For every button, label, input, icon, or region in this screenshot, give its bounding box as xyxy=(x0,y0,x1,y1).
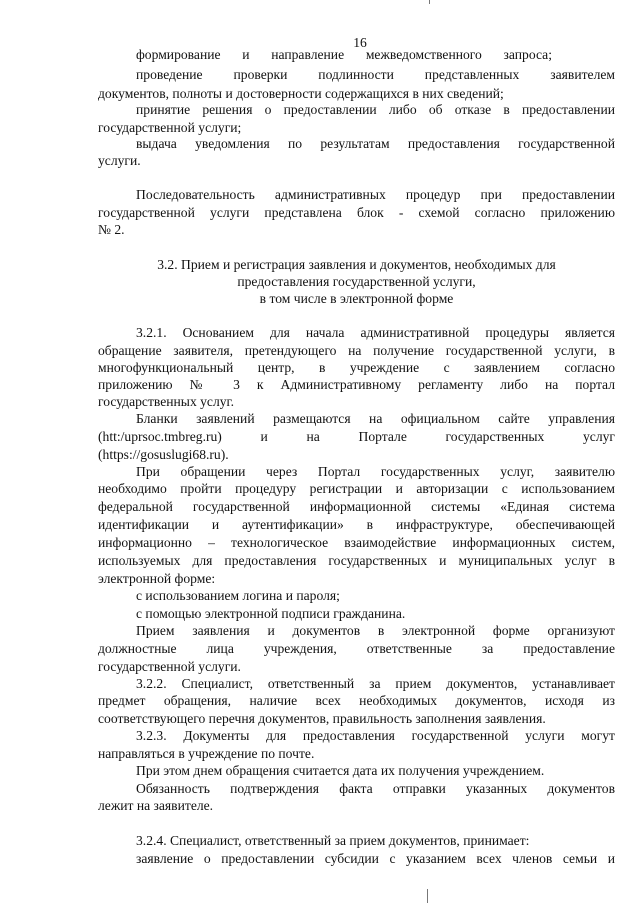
text-line: многофункциональный центр, в учреждение с заявлением согласно xyxy=(98,360,615,375)
text-line: Бланки заявлений размещаются на официальном сайте управления xyxy=(136,411,615,426)
text-line: государственных услуг. xyxy=(98,394,234,409)
section-heading: предоставления государственной услуги, xyxy=(237,274,476,289)
text-line: 3.2.4. Специалист, ответственный за прием документов, принимает: xyxy=(136,833,530,848)
text-line: Последовательность административных процедур при предоставлении xyxy=(136,187,615,202)
text-line: государственной услуги; xyxy=(98,120,242,135)
text-line: документов, полноты и достоверности содержащихся в них сведений; xyxy=(98,86,504,101)
text-line: При обращении через Портал государственных услуг, заявителю xyxy=(136,464,615,479)
text-line: используемых для предоставления государственных и муниципальных услуг в xyxy=(98,553,615,568)
text-line: (htt:/uprsoc.tmbreg.ru) и на Портале государственных услуг xyxy=(98,429,615,444)
text-line: При этом днем обращения считается дата их получения учреждением. xyxy=(136,763,545,778)
text-line: электронной форме: xyxy=(98,571,216,586)
text-line: с помощью электронной подписи гражданина. xyxy=(136,606,406,621)
text-line: выдача уведомления по результатам предоставления государственной xyxy=(136,136,615,151)
text-line: соответствующего перечня документов, правильность заполнения заявления. xyxy=(98,711,546,726)
text-line: лежит на заявителе. xyxy=(98,798,214,813)
text-line: государственной услуги представлена блок - схемой согласно приложению xyxy=(98,205,615,220)
text-line: 3.2.1. Основанием для начала административной процедуры является xyxy=(136,325,615,340)
text-line: направляться в учреждение по почте. xyxy=(98,746,315,761)
page-number: 16 xyxy=(353,35,367,50)
text-line: 3.2.2. Специалист, ответственный за прием документов, устанавливает xyxy=(136,676,615,691)
text-line: Обязанность подтверждения факта отправки указанных документов xyxy=(136,781,615,796)
scan-mark-bottom xyxy=(427,889,428,903)
text-line: формирование и направление межведомственного запроса; xyxy=(136,47,552,62)
scan-mark-top xyxy=(429,0,430,4)
text-line: Прием заявления и документов в электронной форме организуют xyxy=(136,623,615,638)
text-line: федеральной государственной информационной системы «Единая система xyxy=(98,499,615,514)
text-line: необходимо пройти процедуру регистрации и авторизации с использованием xyxy=(98,481,615,496)
section-heading: в том числе в электронной форме xyxy=(259,291,454,306)
text-line: № 2. xyxy=(98,222,125,237)
text-line: 3.2.3. Документы для предоставления государственной услуги могут xyxy=(136,728,615,743)
text-line: приложению № 3 к Административному регламенту либо на портал xyxy=(98,377,615,392)
text-line: проведение проверки подлинности представленных заявителем xyxy=(136,67,615,82)
text-line: услуги. xyxy=(98,153,141,168)
text-line: с использованием логина и пароля; xyxy=(136,588,340,603)
text-line: информационно – технологическое взаимодействие информационных систем, xyxy=(98,535,615,550)
text-line: должностные лица учреждения, ответственные за предоставление xyxy=(98,641,615,656)
text-line: предмет обращения, наличие всех необходимых документов, исходя из xyxy=(98,693,615,708)
text-line: заявление о предоставлении субсидии с указанием всех членов семьи и xyxy=(136,851,615,866)
text-line: обращение заявителя, претендующего на получение государственной услуги, в xyxy=(98,343,615,358)
text-line: идентификации и аутентификации» в инфраструктуре, обеспечивающей xyxy=(98,517,615,532)
section-heading: 3.2. Прием и регистрация заявления и документов, необходимых для xyxy=(157,257,556,272)
text-line: (https://gosuslugi68.ru). xyxy=(98,447,229,462)
text-line: государственной услуги. xyxy=(98,659,241,674)
text-line: принятие решения о предоставлении либо об отказе в предоставлении xyxy=(136,102,615,117)
